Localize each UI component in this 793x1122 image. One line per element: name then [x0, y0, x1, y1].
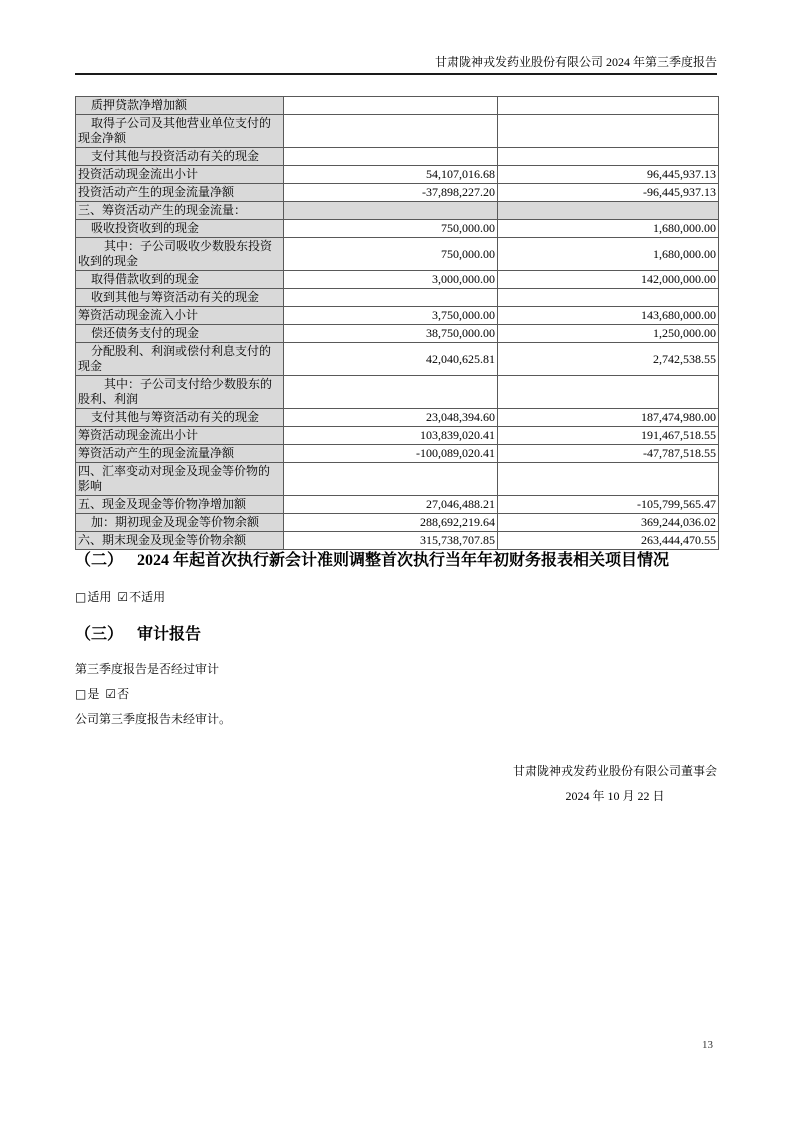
table-row — [76, 289, 719, 307]
table-row — [76, 463, 719, 496]
row-label: 加：期初现金及现金等价物余额 — [76, 514, 284, 532]
row-value-current — [284, 376, 498, 409]
checkbox-checked-icon: ☑ — [105, 687, 117, 701]
row-value-current — [284, 463, 498, 496]
audit-options — [75, 686, 129, 702]
row-label: 支付其他与投资活动有关的现金 — [76, 148, 284, 166]
row-label: 质押贷款净增加额 — [76, 97, 284, 115]
checkbox-checked-icon: ☑ — [117, 590, 129, 604]
row-value-prior — [498, 97, 719, 115]
checkbox-unchecked-icon: □ — [75, 687, 87, 701]
row-value-prior — [498, 202, 719, 220]
section-restatement-title: 2024 年起首次执行新会计准则调整首次执行当年年初财务报表相关项目情况 — [137, 552, 670, 569]
option-not-apply-label: 不适用 — [129, 590, 166, 604]
table-row — [76, 514, 719, 532]
row-value-current: 103,839,020.41 — [284, 427, 498, 445]
row-value-prior — [498, 115, 719, 148]
row-value-prior: -96,445,937.13 — [498, 184, 719, 202]
table-row — [76, 427, 719, 445]
row-value-prior: 96,445,937.13 — [498, 166, 719, 184]
row-value-prior: 1,250,000.00 — [498, 325, 719, 343]
cash-flow-table — [75, 96, 719, 550]
table-row — [76, 238, 719, 271]
table-row — [76, 220, 719, 238]
option-no-label: 否 — [117, 687, 130, 701]
table-row — [76, 409, 719, 427]
table-row — [76, 148, 719, 166]
row-value-prior — [498, 148, 719, 166]
page-number: 13 — [702, 1039, 713, 1051]
row-value-current — [284, 148, 498, 166]
row-value-prior: 191,467,518.55 — [498, 427, 719, 445]
row-value-prior: 187,474,980.00 — [498, 409, 719, 427]
row-label: 吸收投资收到的现金 — [76, 220, 284, 238]
applicability-options — [75, 589, 165, 605]
page-header — [75, 54, 717, 75]
row-value-current: -100,089,020.41 — [284, 445, 498, 463]
row-label: 其中：子公司吸收少数股东投资收到的现金 — [76, 238, 284, 271]
table-row — [76, 496, 719, 514]
row-label: 投资活动现金流出小计 — [76, 166, 284, 184]
row-value-prior: -105,799,565.47 — [498, 496, 719, 514]
row-label: 收到其他与筹资活动有关的现金 — [76, 289, 284, 307]
table-row — [76, 343, 719, 376]
table-row — [76, 325, 719, 343]
option-apply-label: 适用 — [87, 590, 112, 604]
audit-statement: 公司第三季度报告未经审计。 — [75, 712, 232, 726]
row-value-current: 38,750,000.00 — [284, 325, 498, 343]
table-row — [76, 445, 719, 463]
row-value-prior: 1,680,000.00 — [498, 238, 719, 271]
row-value-current: 23,048,394.60 — [284, 409, 498, 427]
row-label: 筹资活动现金流出小计 — [76, 427, 284, 445]
option-yes-label: 是 — [87, 687, 100, 701]
row-label: 筹资活动产生的现金流量净额 — [76, 445, 284, 463]
row-label: 偿还债务支付的现金 — [76, 325, 284, 343]
section-restatement-heading — [75, 551, 669, 571]
row-value-prior — [498, 376, 719, 409]
section-audit-title: 审计报告 — [137, 626, 202, 643]
row-label: 支付其他与筹资活动有关的现金 — [76, 409, 284, 427]
audit-question: 第三季度报告是否经过审计 — [75, 662, 220, 676]
row-value-current: 315,738,707.85 — [284, 532, 498, 550]
table-row — [76, 115, 719, 148]
row-value-current: -37,898,227.20 — [284, 184, 498, 202]
row-value-current: 750,000.00 — [284, 220, 498, 238]
row-value-current: 3,750,000.00 — [284, 307, 498, 325]
signature-company: 甘肃陇神戎发药业股份有限公司董事会 — [512, 764, 717, 778]
table-row — [76, 307, 719, 325]
signature-block — [513, 763, 717, 804]
section-restatement-number: （二） — [75, 552, 124, 569]
row-label: 其中：子公司支付给少数股东的股利、利润 — [76, 376, 284, 409]
row-label: 投资活动产生的现金流量净额 — [76, 184, 284, 202]
row-value-current — [284, 97, 498, 115]
row-value-prior: 369,244,036.02 — [498, 514, 719, 532]
row-value-current — [284, 115, 498, 148]
row-label: 取得子公司及其他营业单位支付的现金净额 — [76, 115, 284, 148]
row-label: 取得借款收到的现金 — [76, 271, 284, 289]
row-value-current: 750,000.00 — [284, 238, 498, 271]
row-value-current: 3,000,000.00 — [284, 271, 498, 289]
row-label: 分配股利、利润或偿付利息支付的现金 — [76, 343, 284, 376]
row-value-prior — [498, 463, 719, 496]
signature-date: 2024 年 10 月 22 日 — [565, 789, 665, 803]
checkbox-unchecked-icon: □ — [75, 590, 87, 604]
table-row — [76, 202, 719, 220]
row-value-prior — [498, 289, 719, 307]
table-row — [76, 97, 719, 115]
row-label: 六、期末现金及现金等价物余额 — [76, 532, 284, 550]
row-value-prior: 2,742,538.55 — [498, 343, 719, 376]
table-row — [76, 532, 719, 550]
row-value-current — [284, 289, 498, 307]
header-title: 甘肃陇神戎发药业股份有限公司 2024 年第三季度报告 — [434, 55, 717, 69]
row-value-current: 54,107,016.68 — [284, 166, 498, 184]
row-value-prior: 1,680,000.00 — [498, 220, 719, 238]
row-value-prior: 143,680,000.00 — [498, 307, 719, 325]
row-label: 筹资活动现金流入小计 — [76, 307, 284, 325]
row-value-current: 27,046,488.21 — [284, 496, 498, 514]
section-audit-heading — [75, 625, 201, 645]
row-value-current: 288,692,219.64 — [284, 514, 498, 532]
table-row — [76, 166, 719, 184]
row-value-current: 42,040,625.81 — [284, 343, 498, 376]
table-row — [76, 184, 719, 202]
table-row — [76, 376, 719, 409]
row-value-prior: 263,444,470.55 — [498, 532, 719, 550]
row-label: 四、汇率变动对现金及现金等价物的影响 — [76, 463, 284, 496]
row-value-prior: 142,000,000.00 — [498, 271, 719, 289]
table-row — [76, 271, 719, 289]
section-audit-number: （三） — [75, 626, 124, 643]
row-value-current — [284, 202, 498, 220]
row-label: 三、筹资活动产生的现金流量： — [76, 202, 284, 220]
row-label: 五、现金及现金等价物净增加额 — [76, 496, 284, 514]
row-value-prior: -47,787,518.55 — [498, 445, 719, 463]
